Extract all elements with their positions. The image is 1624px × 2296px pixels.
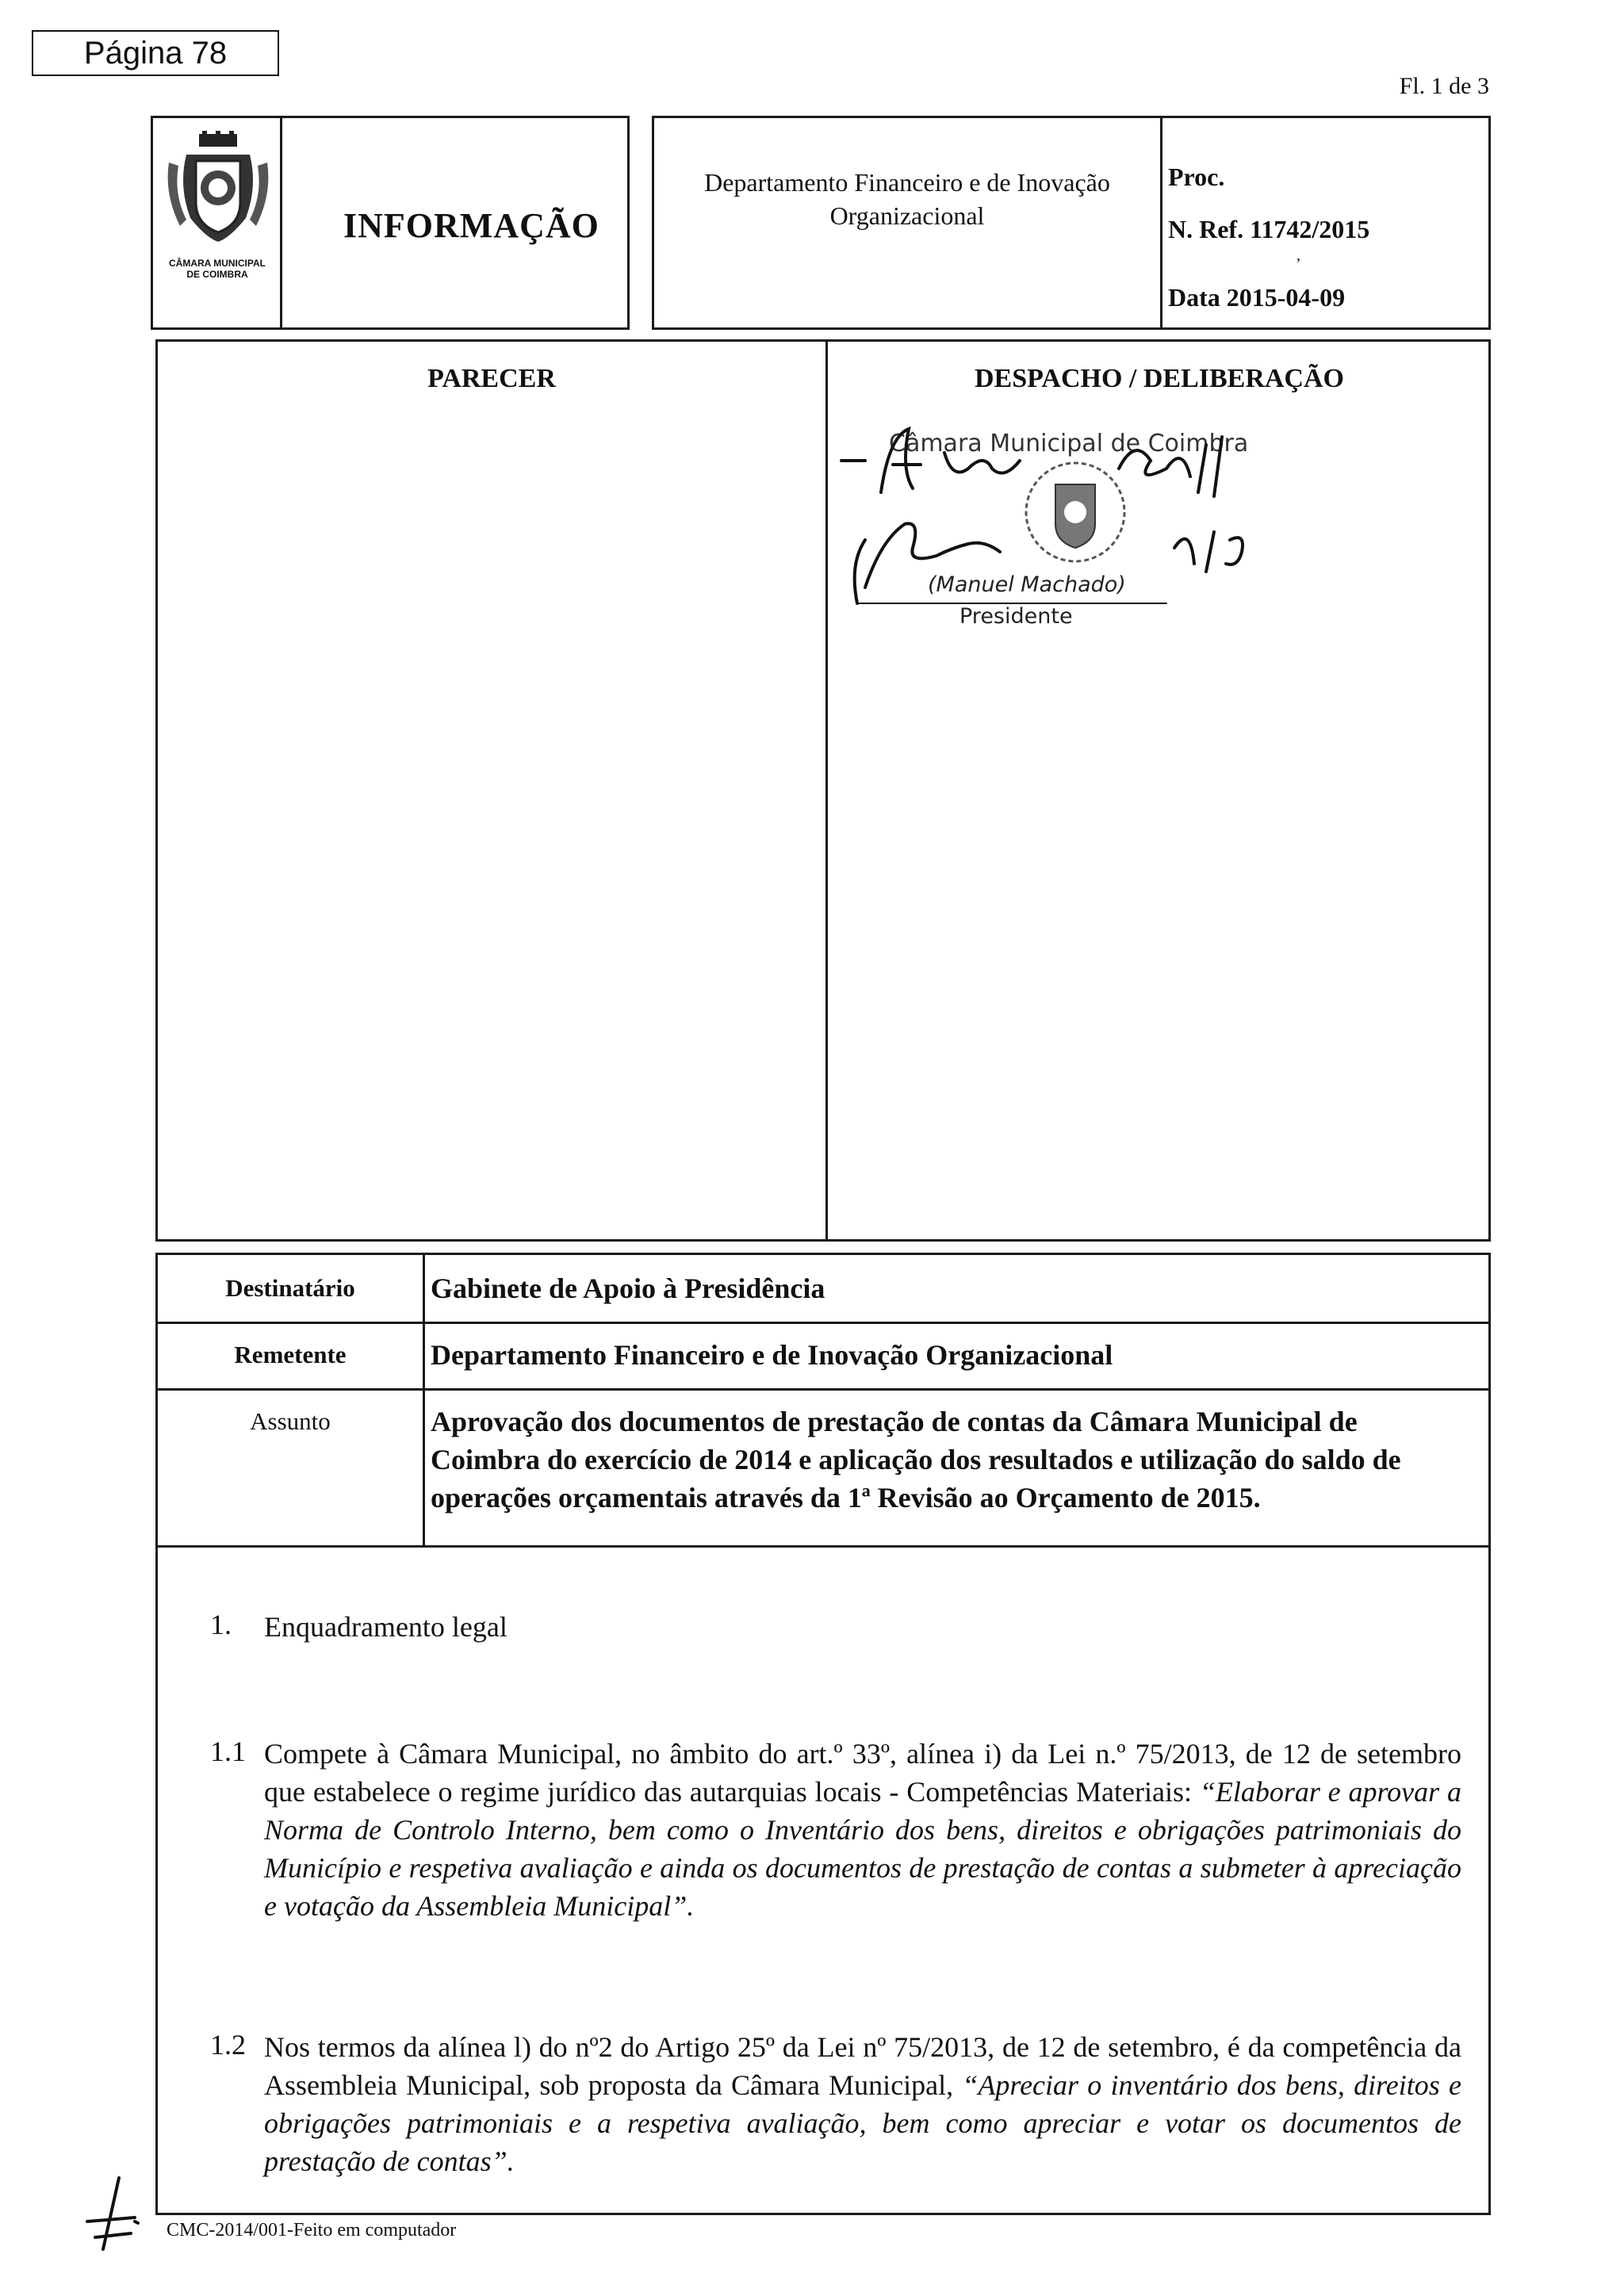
form-footer: CMC-2014/001-Feito em computador (167, 2220, 457, 2241)
department-line1: Departamento Financeiro e de Inovação (704, 168, 1110, 197)
page-number-tag: Página 78 (32, 30, 279, 76)
department-line2: Organizacional (829, 201, 985, 230)
paragraph-1-1-text: Compete à Câmara Municipal, no âmbito do art.º 33º, alínea i) da Lei n.º 75/2013, de 12 de setembro que estabelece o regime jurídico das autarquias locais - Competências Materiais: (264, 1738, 1461, 1808)
body-box (155, 1548, 1491, 2215)
crest-caption-line2: DE COIMBRA (186, 269, 248, 280)
reference-number: N. Ref. 11742/2015 (1168, 215, 1370, 243)
paragraph-1-1-quote: “Elaborar e aprovar a Norma de Controlo Interno, bem como o Inventário dos bens, direitos e obrigações patrimoniais do Município e respetiva avaliação e ainda os documentos de prestação de contas a submeter à apreciação e votação da Assembleia Municipal”. (264, 1776, 1462, 1922)
header-info-box (151, 116, 630, 330)
tick-mark: , (1297, 247, 1300, 264)
coimbra-crest-icon (163, 131, 274, 250)
crest-caption-line1: CÂMARA MUNICIPAL (169, 258, 266, 269)
remetente-label: Remetente (234, 1341, 347, 1368)
department-name (654, 166, 1160, 232)
stamp-text: Câmara Municipal de Coimbra (889, 430, 1249, 457)
crest-caption (158, 258, 277, 280)
section-1-number: 1. (210, 1609, 232, 1640)
paragraph-1-2-quote: “Apreciar o inventário dos bens, direitos e obrigações patrimoniais e a respetiva avaliação, bem como apreciar e votar os documentos de prestação de contas”. (264, 2069, 1462, 2177)
document-title: INFORMAÇÃO (343, 206, 599, 245)
folio-number: Fl. 1 de 3 (1399, 73, 1489, 99)
signer-role: Presidente (959, 604, 1073, 629)
destinatario-value: Gabinete de Apoio à Presidência (431, 1272, 825, 1304)
parecer-despacho-box (155, 339, 1491, 1242)
proc-label: Proc. (1168, 163, 1225, 191)
municipal-seal-icon (1026, 463, 1124, 561)
paragraph-1-2 (264, 2028, 1461, 2180)
remetente-value: Departamento Financeiro e de Inovação Organizacional (431, 1339, 1113, 1371)
document-date: Data 2015-04-09 (1168, 283, 1346, 312)
despacho-heading: DESPACHO / DELIBERAÇÃO (975, 364, 1344, 393)
routing-table (155, 1253, 1491, 1548)
signer-name: (Manuel Machado) (928, 572, 1126, 597)
section-1-title: Enquadramento legal (264, 1611, 508, 1643)
destinatario-label: Destinatário (225, 1274, 355, 1302)
assunto-value: Aprovação dos documentos de prestação de contas da Câmara Municipal de Coimbra do exercício de 2014 e aplicação dos resultados e utilização do saldo de operações orçamentais através da 1ª Revisão ao Orçamento de 2015. (431, 1406, 1401, 1513)
header-department-box (652, 116, 1491, 330)
paragraph-1-2-text: Nos termos da alínea l) do nº2 do Artigo 25º da Lei nº 75/2013, de 12 de setembro, é da competência da Assembleia Municipal, sob proposta da Câmara Municipal, (264, 2031, 1461, 2101)
paragraph-1-1 (264, 1735, 1461, 1925)
paragraph-1-1-number: 1.1 (210, 1735, 246, 1767)
assunto-label: Assunto (250, 1407, 331, 1435)
handwritten-initials (79, 2174, 143, 2261)
paragraph-1-2-number: 1.2 (210, 2029, 246, 2061)
parecer-heading: PARECER (427, 364, 556, 393)
